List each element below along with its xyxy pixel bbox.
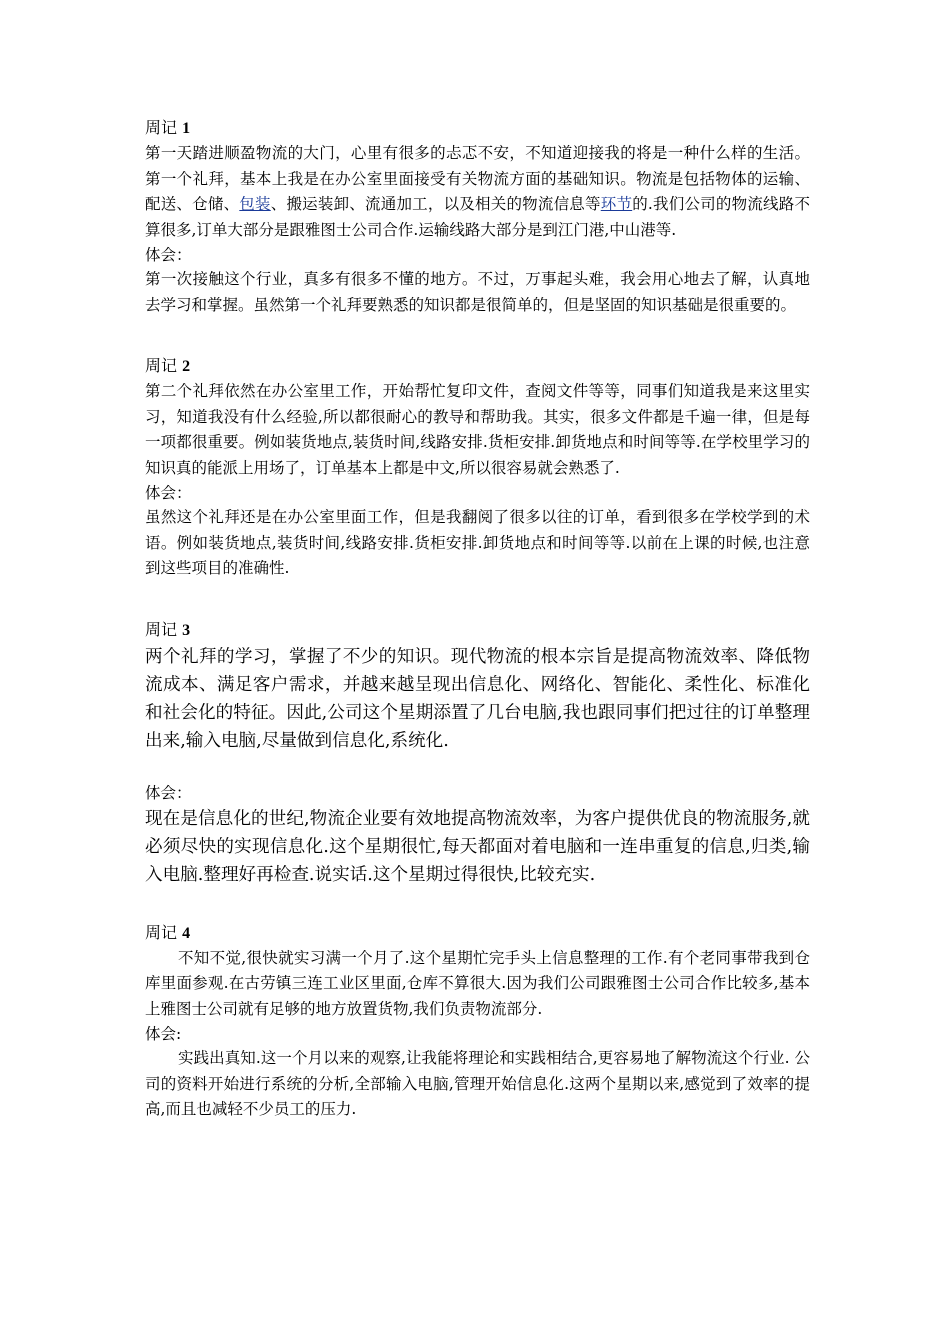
week4-reflection-label: 体会: (145, 1025, 182, 1043)
week2-title: 周记 (145, 356, 178, 375)
week4-heading (145, 921, 810, 946)
week3-number: 3 (182, 621, 191, 639)
week2-body: 第二个礼拜依然在办公室里工作，开始帮忙复印文件，查阅文件等等，同事们知道我是来这里实习，知道我没有什么经验,所以都很耐心的教导和帮助我。其实，很多文件都是千遍一律，但是每一项都很重要。例如装货地点,装货时间,线路安排.货柜安排.卸货地点和时间等等.在学校里学习的知识真的能派上用场了，订单基本上都是中文,所以很容易就会熟悉了. (145, 382, 810, 477)
week1-reflection: 第一次接触这个行业，真多有很多不懂的地方。不过，万事起头难，我会用心地去了解，认真地去学习和掌握。虽然第一个礼拜要熟悉的知识都是很简单的，但是坚固的知识基础是很重要的。 (145, 270, 810, 314)
week3-heading (145, 618, 810, 643)
spacer (145, 582, 810, 618)
journal-document (145, 116, 810, 1123)
week2-heading (145, 354, 810, 379)
spacer (145, 889, 810, 921)
week3-reflection-label: 体会： (145, 783, 192, 802)
week4-body: 不知不觉,很快就实习满一个月了.这个星期忙完手头上信息整理的工作.有个老同事带我到仓库里面参观.在古劳镇三连工业区里面,仓库不算很大.因为我们公司跟雅图士公司合作比较多,基本上雅图士公司就有足够的地方放置货物,我们负责物流部分. (145, 948, 810, 1018)
week4-title: 周记 (145, 922, 178, 942)
week2-reflection-label: 体会： (145, 484, 192, 502)
spacer (145, 318, 810, 354)
week1-reflection-label: 体会： (145, 246, 192, 264)
week3-title: 周记 (145, 619, 178, 639)
spacer (145, 755, 810, 781)
week1-number: 1 (182, 120, 191, 137)
week1-body-text-c: 的.我们公司的物流线路不算很多,订单大部分是跟雅图士公司合作.运输线路大部分是到江门港,中山港等. (145, 195, 810, 239)
link-packaging[interactable]: 包装 (239, 195, 271, 213)
week1-body (145, 141, 810, 243)
week3-reflection: 现在是信息化的世纪,物流企业要有效地提高物流效率，为客户提供优良的物流服务,就必须尽快的实现信息化.这个星期很忙,每天都面对着电脑和一连串重复的信息,归类,输入电脑.整理好再检查.说实话.这个星期过得很快,比较充实. (145, 808, 810, 885)
week4-reflection: 实践出真知.这一个月以来的观察,让我能将理论和实践相结合,更容易地了解物流这个行业. 公司的资料开始进行系统的分析,全部输入电脑,管理开始信息化.这两个星期以来,感觉到了效率的提高,而且也减轻不少员工的压力. (145, 1049, 810, 1118)
week2-number: 2 (182, 358, 191, 375)
week1-body-text-a: 第一天踏进顺盈物流的大门，心里有很多的忐忑不安，不知道迎接我的将是一种什么样的生活。第一个礼拜，基本上我是在办公室里面接受有关物流方面的基础知识。物流是包括物体的运输、配送、仓储、 (145, 144, 810, 213)
week1-heading (145, 116, 810, 141)
week3-body: 两个礼拜的学习，掌握了不少的知识。现代物流的根本宗旨是提高物流效率、降低物流成本、满足客户需求，并越来越呈现出信息化、网络化、智能化、柔性化、标准化和社会化的特征。因此,公司这个星期添置了几台电脑,我也跟同事们把过往的订单整理出来,输入电脑,尽量做到信息化,系统化. (145, 646, 810, 751)
week1-title: 周记 (145, 118, 178, 137)
link-segment[interactable]: 环节 (600, 195, 633, 213)
week4-number: 4 (182, 924, 191, 942)
week2-reflection: 虽然这个礼拜还是在办公室里面工作，但是我翻阅了很多以往的订单，看到很多在学校学到的术语。例如装货地点,装货时间,线路安排.货柜安排.卸货地点和时间等等.以前在上课的时候,也注意到这些项目的准确性. (145, 508, 810, 577)
week1-body-text-b: 、搬运装卸、流通加工，以及相关的物流信息等 (270, 195, 601, 213)
